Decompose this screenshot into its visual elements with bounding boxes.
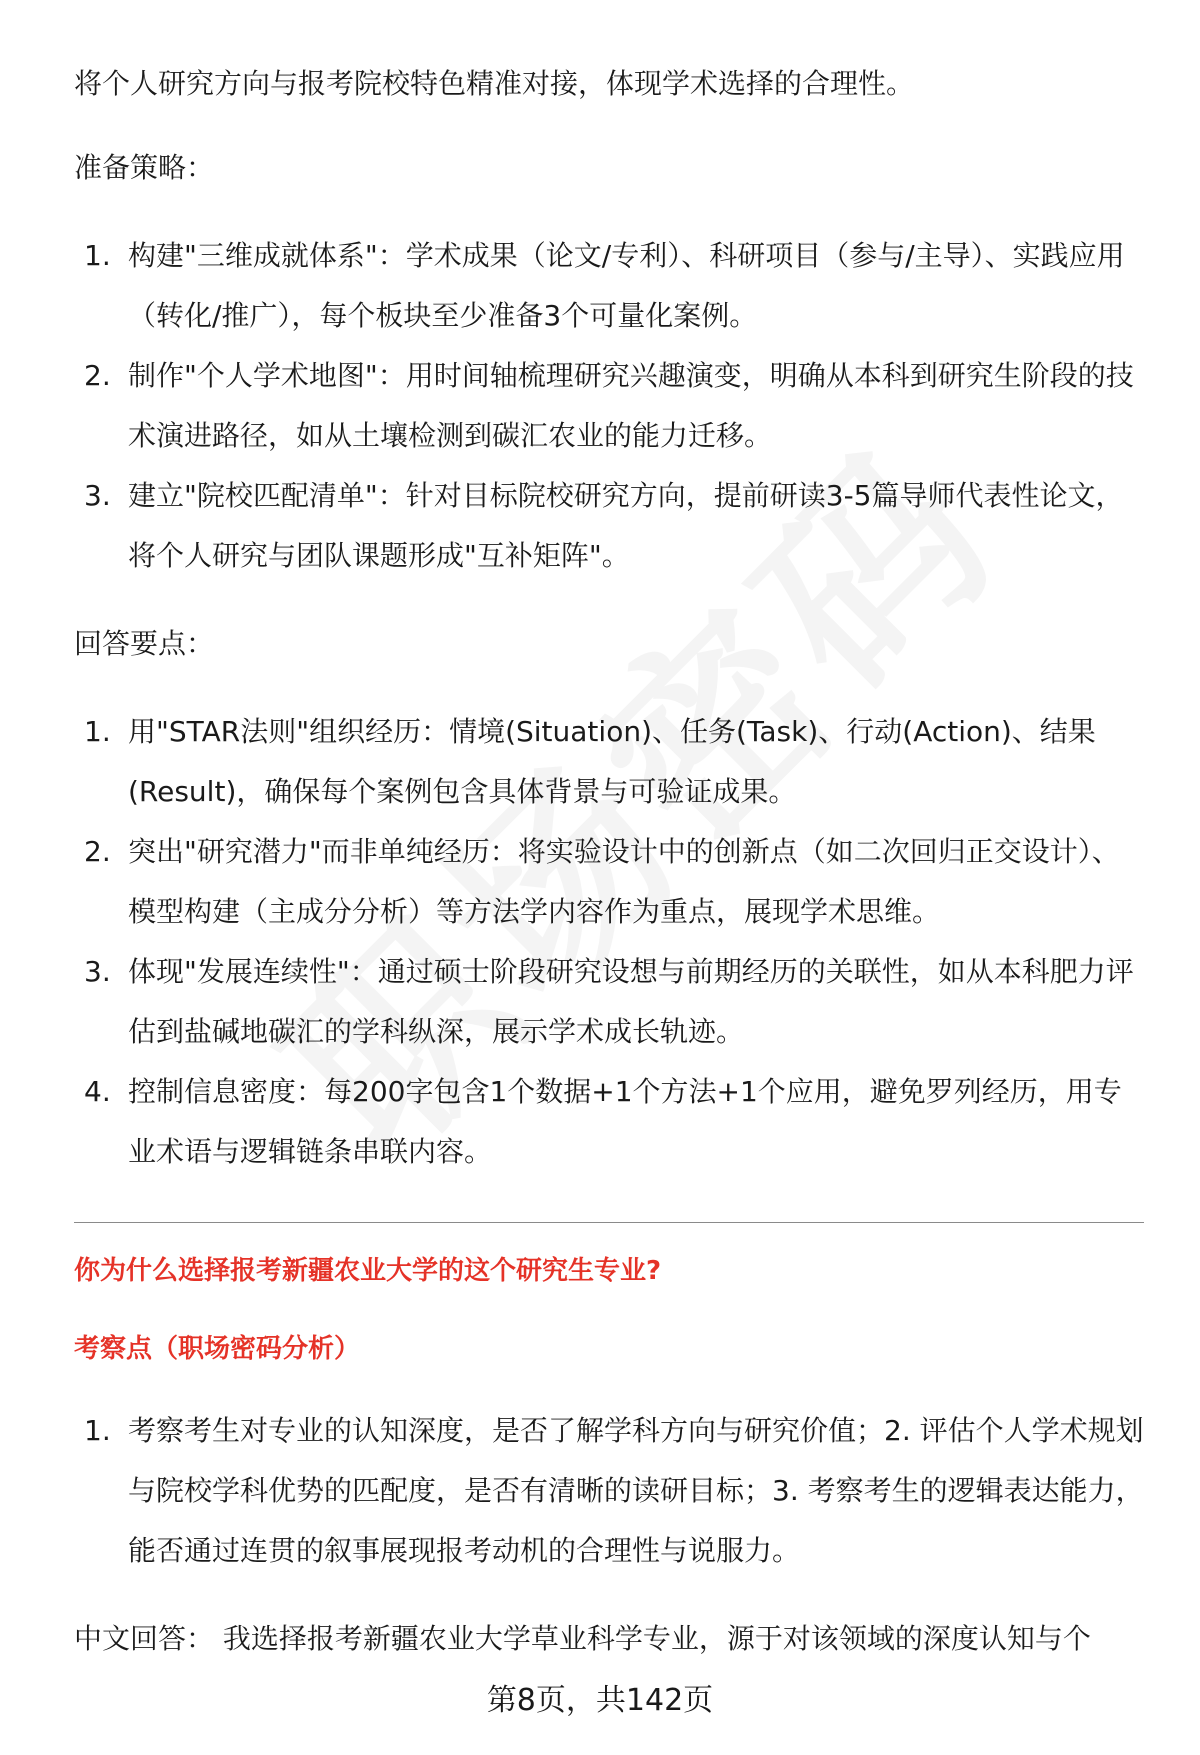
list-item (74, 226, 1144, 346)
list-number: 1. (84, 1414, 111, 1447)
list-number: 3. (84, 479, 111, 512)
list-number: 4. (84, 1075, 111, 1108)
list-text: 建立"院校匹配清单"：针对目标院校研究方向，提前研读3-5篇导师代表性论文，将个人研究与团队课题形成"互补矩阵"。 (128, 479, 1124, 572)
list-item (74, 822, 1144, 942)
answer-points-label: 回答要点： (74, 627, 215, 660)
exam-point-heading: 考察点（职场密码分析） (74, 1334, 361, 1364)
page-number: 第8页，共142页 (486, 1683, 714, 1718)
page-content (74, 54, 1144, 1669)
list-text: 体现"发展连续性"：通过硕士阶段研究设想与前期经历的关联性，如从本科肥力评估到盐碱地碳汇的学科纵深，展示学术成长轨迹。 (128, 955, 1134, 1048)
list-number: 3. (84, 955, 111, 988)
list-text: 制作"个人学术地图"：用时间轴梳理研究兴趣演变，明确从本科到研究生阶段的技术演进路径，如从土壤检测到碳汇农业的能力迁移。 (128, 359, 1134, 452)
intro-line: 将个人研究方向与报考院校特色精准对接，体现学术选择的合理性。 (74, 67, 915, 100)
list-number: 1. (84, 239, 111, 272)
list-item (74, 1401, 1144, 1581)
list-item (74, 702, 1144, 822)
list-item (74, 942, 1144, 1062)
list-text: 构建"三维成就体系"：学术成果（论文/专利）、科研项目（参与/主导）、实践应用（转化/推广），每个板块至少准备3个可量化案例。 (128, 239, 1125, 332)
question-heading: 你为什么选择报考新疆农业大学的这个研究生专业? (74, 1256, 662, 1286)
list-item (74, 346, 1144, 466)
prep-strategy-list (74, 226, 1144, 586)
list-item (74, 466, 1144, 586)
answer-points-list (74, 702, 1144, 1182)
section-divider (74, 1222, 1144, 1223)
list-text: 考察考生对专业的认知深度，是否了解学科方向与研究价值；2. 评估个人学术规划与院校学科优势的匹配度，是否有清晰的读研目标；3. 考察考生的逻辑表达能力，能否通过连贯的叙事展现报考动机的合理性与说服力。 (128, 1414, 1144, 1567)
exam-point-list (74, 1401, 1144, 1581)
list-number: 2. (84, 835, 111, 868)
list-text: 控制信息密度：每200字包含1个数据+1个方法+1个应用，避免罗列经历，用专业术语与逻辑链条串联内容。 (128, 1075, 1122, 1168)
list-text: 用"STAR法则"组织经历：情境(Situation)、任务(Task)、行动(Action)、结果(Result)，确保每个案例包含具体背景与可验证成果。 (128, 715, 1096, 808)
list-text: 突出"研究潜力"而非单纯经历：将实验设计中的创新点（如二次回归正交设计）、模型构建（主成分分析）等方法学内容作为重点，展现学术思维。 (128, 835, 1120, 928)
list-number: 2. (84, 359, 111, 392)
prep-strategy-label: 准备策略： (74, 151, 215, 184)
list-number: 1. (84, 715, 111, 748)
list-item (74, 1062, 1144, 1182)
chinese-answer: 中文回答： 我选择报考新疆农业大学草业科学专业，源于对该领域的深度认知与个 (74, 1622, 1091, 1655)
